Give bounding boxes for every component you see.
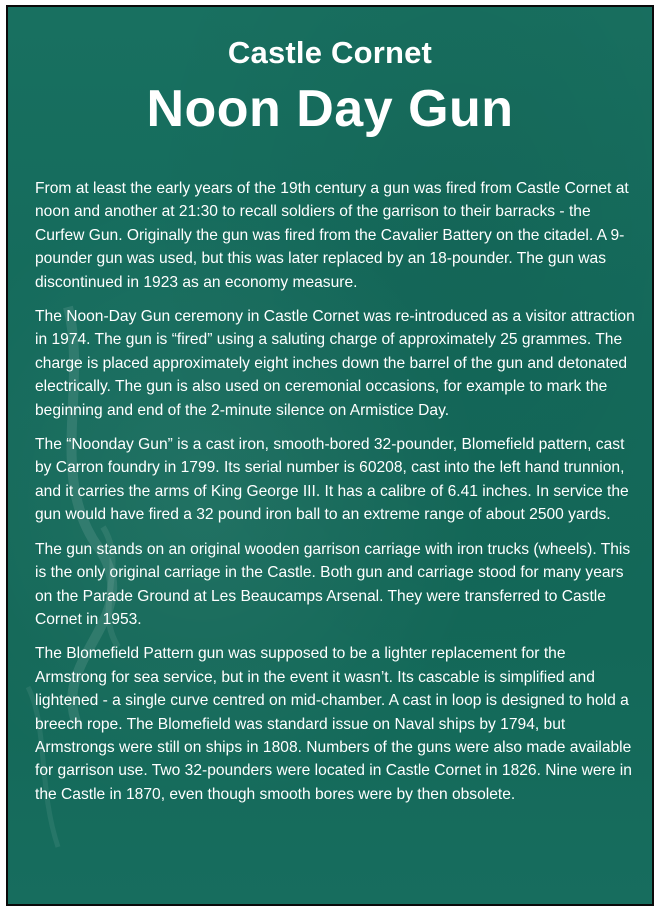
sign-subtitle: Castle Cornet (227, 35, 433, 70)
paragraph-carriage: The gun stands on an original wooden garrison carriage with iron trucks (wheels). This is the only original carriage in the Castle. Both gun and carriage stood for many years on the Parade Ground at Les Beaucamps Arsenal. They were transferred to Castle Cornet in 1953. (35, 540, 631, 628)
sign-title: Noon Day Gun (146, 80, 514, 138)
paragraph-gun-description: The “Noonday Gun” is a cast iron, smooth-bored 32-pounder, Blomefield pattern, cast by Carron foundry in 1799. Its serial number is 60208, cast into the left hand trunnion, and it carries the arms of King George III. It has a calibre of 6.41 inches. In service the gun would have fired a 32 pound iron ball to an extreme range of about 2500 yards. (35, 436, 629, 524)
information-sign (6, 5, 654, 906)
paragraph-curfew-gun: From at least the early years of the 19th century a gun was fired from Castle Cornet at noon and another at 21:30 to recall soldiers of the garrison to their barracks - the Curfew Gun. Originally the gun was fired from the Cavalier Battery on the citadel. A 9-pounder gun was used, but this was later replaced by an 18-pounder. The gun was discontinued in 1923 as an economy measure. (35, 180, 629, 291)
paragraph-blomefield-pattern: The Blomefield Pattern gun was supposed to be a lighter replacement for the Armstrong for sea service, but in the event it wasn’t. Its cascable is simplified and lightened - a single curve centred on mid-chamber. A cast in loop is designed to hold a breech rope. The Blomefield was standard issue on Naval ships by 1794, but Armstrongs were still on ships in 1808. Numbers of the guns were also made available for garrison use. Two 32-pounders were located in Castle Cornet in 1826. Nine were in the Castle in 1870, even though smooth bores were by then obsolete. (35, 645, 632, 803)
paragraph-ceremony: The Noon-Day Gun ceremony in Castle Cornet was re-introduced as a visitor attraction in 1974. The gun is “fired” using a saluting charge of approximately 25 grammes. The charge is placed approximately eight inches down the barrel of the gun and detonated electrically. The gun is also used on ceremonial occasions, for example to mark the beginning and end of the 2-minute silence on Armistice Day. (35, 308, 635, 419)
sign-body (35, 177, 635, 817)
